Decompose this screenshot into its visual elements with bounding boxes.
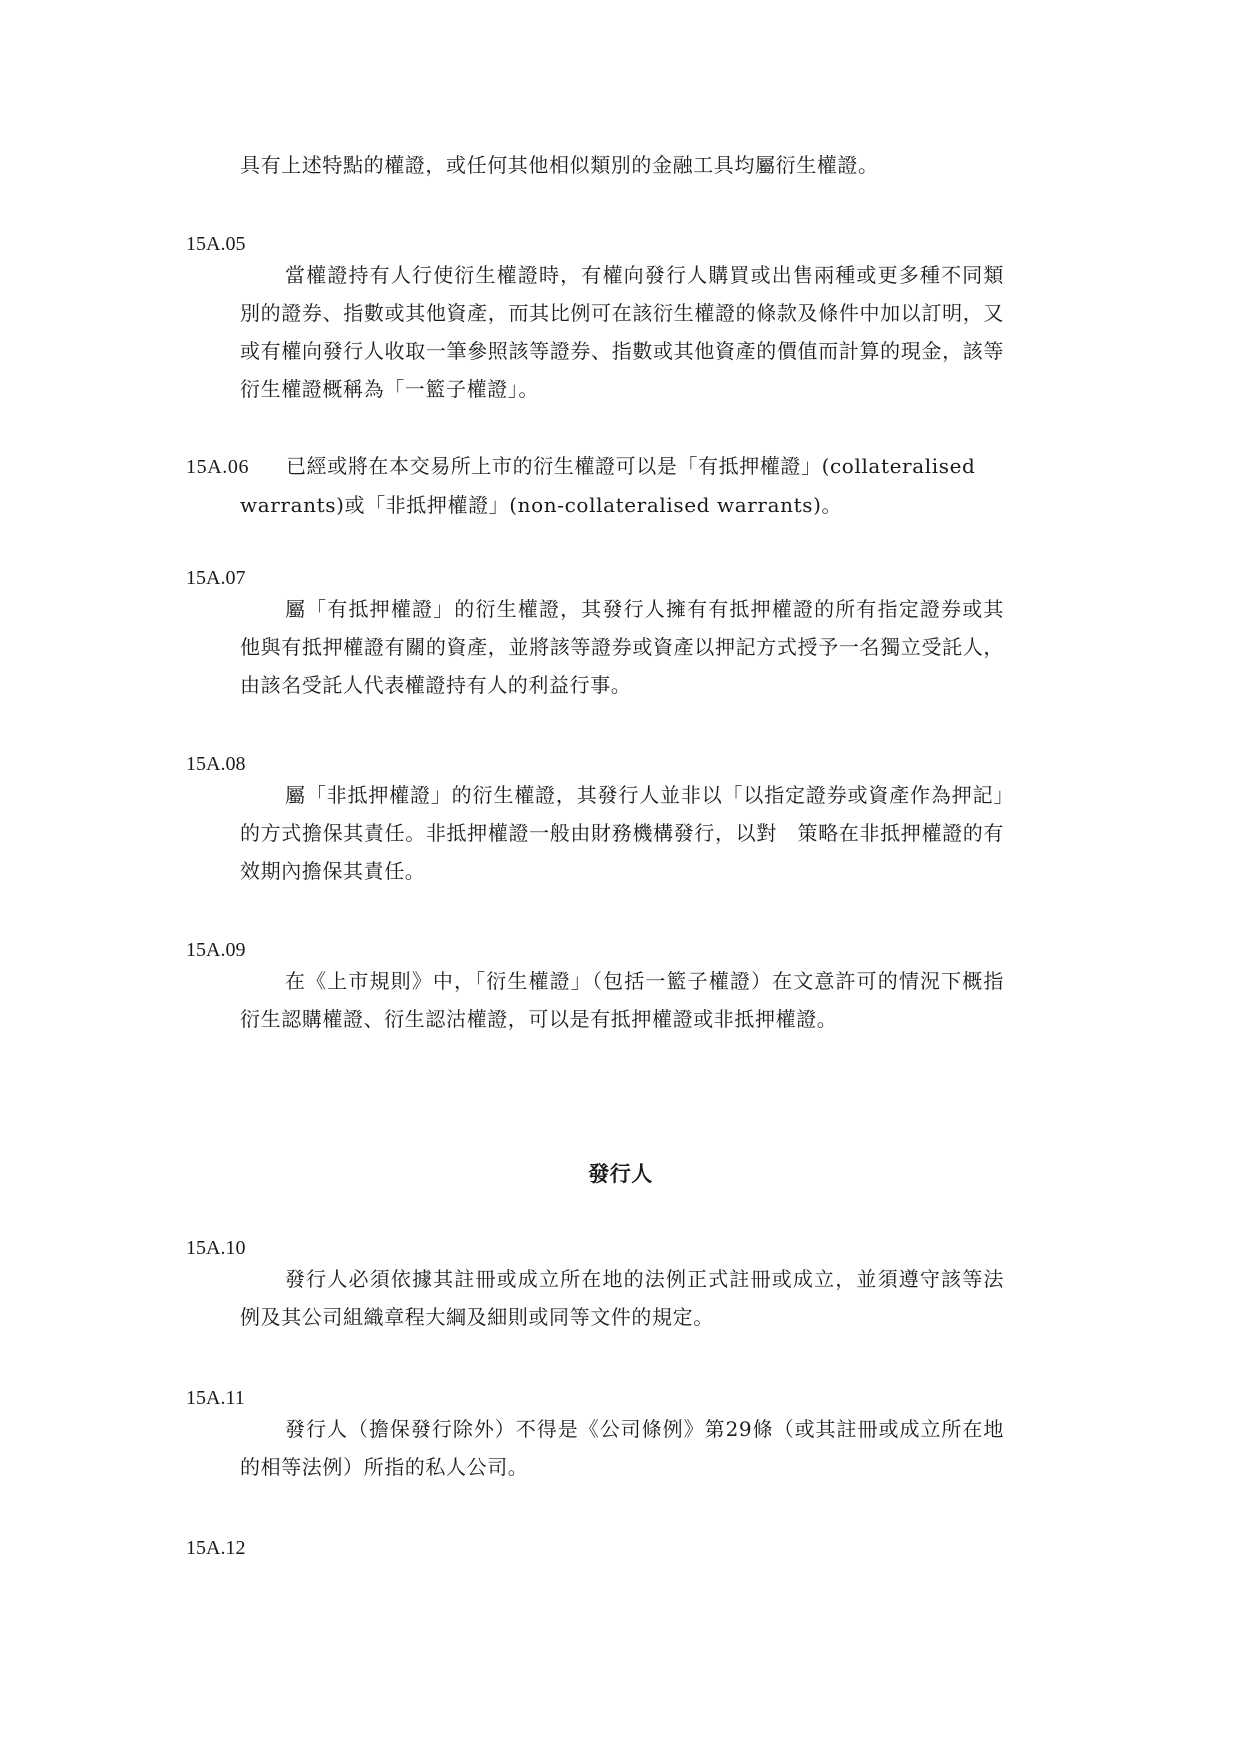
section-number-15a09: 15A.09: [186, 939, 246, 961]
section-text-15a07: 屬「有抵押權證」的衍生權證，其發行人擁有有抵押權證的所有指定證券或其他與有抵押權證有關的資產，並將該等證券或資產以押記方式授予一名獨立受託人，由該名受託人代表權證持有人的利益行事。: [240, 597, 1004, 697]
section-number-15a08: 15A.08: [186, 753, 246, 775]
section-number-15a06: 15A.06: [186, 456, 250, 478]
section-text-15a09: 在《上市規則》中，「衍生權證」（包括一籃子權證）在文意許可的情況下概指衍生認購權證、衍生認沽權證，可以是有抵押權證或非抵押權證。: [240, 969, 1004, 1031]
section-number-15a07: 15A.07: [186, 567, 246, 589]
section-number-15a05: 15A.05: [186, 233, 246, 255]
section-text-15a11: 發行人（擔保發行除外）不得是《公司條例》第29條（或其註冊或成立所在地的相等法例）所指的私人公司。: [240, 1417, 1004, 1479]
section-15a06: [186, 447, 1004, 524]
section-number-15a12: 15A.12: [186, 1537, 246, 1559]
section-text-15a06-line2: warrants)或「非抵押權證」(non-collateralised warrants)。: [240, 493, 843, 517]
section-number-15a10: 15A.10: [186, 1237, 246, 1259]
section-heading-issuer: 發行人: [588, 1161, 653, 1186]
section-text-15a10: 發行人必須依據其註冊或成立所在地的法例正式註冊或成立，並須遵守該等法例及其公司組織章程大綱及細則或同等文件的規定。: [240, 1267, 1004, 1329]
section-text-15a05: 當權證持有人行使衍生權證時，有權向發行人購買或出售兩種或更多種不同類別的證券、指數或其他資產，而其比例可在該衍生權證的條款及條件中加以訂明，又或有權向發行人收取一筆參照該等證券、指數或其他資產的價值而計算的現金，該等衍生權證概稱為「一籃子權證」。: [240, 263, 1004, 401]
intro-paragraph: 具有上述特點的權證，或任何其他相似類別的金融工具均屬衍生權證。: [240, 153, 879, 177]
section-text-15a08: 屬「非抵押權證」的衍生權證，其發行人並非以「以指定證券或資產作為押記」的方式擔保其責任。非抵押權證一般由財務機構發行，以對 策略在非抵押權證的有效期內擔保其責任。: [240, 783, 1004, 883]
section-text-15a06-line1: 已經或將在本交易所上市的衍生權證可以是「有抵押權證」(collateralised: [286, 454, 976, 478]
section-number-15a11: 15A.11: [186, 1387, 245, 1409]
